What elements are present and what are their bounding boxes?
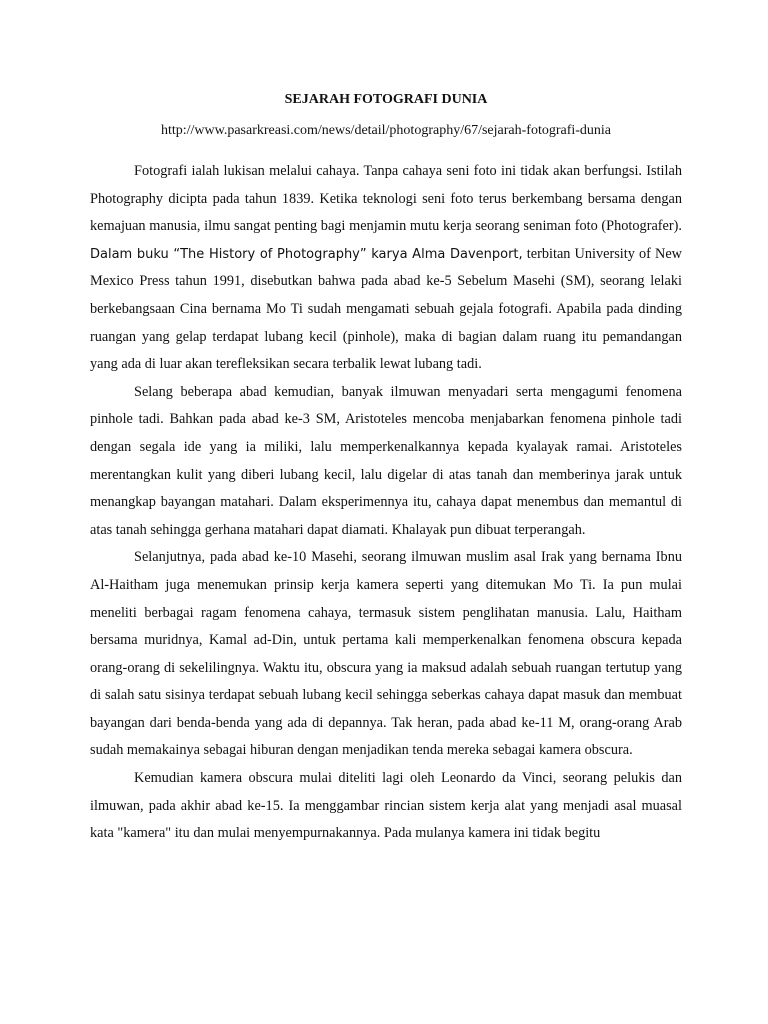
paragraph-1-text-b: terbitan University of New Mexico Press tahun 1991, disebutkan bahwa pada abad ke-5 Sebelum Masehi (SM), seorang lelaki berkebangsaan Cina bernama Mo Ti sudah mengamati sebuah gejala fotografi. Apabila pada dinding ruangan yang gelap terdapat lubang kecil (pinhole), maka di bagian dalam ruang itu pemandangan yang ada di luar akan terefleksikan secara terbalik lewat lubang tadi. bbox=[90, 245, 682, 373]
paragraph-1-text-a: Fotografi ialah lukisan melalui cahaya. Tanpa cahaya seni foto ini tidak akan berfungsi. Istilah Photography dicipta pada tahun 1839. Ketika teknologi seni foto terus berkembang bersama dengan kemajuan manusia, ilmu sangat penting bagi menjamin mutu kerja seorang seniman foto (Photografer). bbox=[90, 163, 682, 235]
document-page bbox=[90, 88, 682, 848]
paragraph-1 bbox=[90, 158, 682, 379]
paragraph-1-book-reference: Dalam buku “The History of Photography” karya Alma Davenport, bbox=[90, 246, 523, 262]
source-url: http://www.pasarkreasi.com/news/detail/photography/67/sejarah-fotografi-dunia bbox=[160, 123, 612, 138]
paragraph-2: Selang beberapa abad kemudian, banyak ilmuwan menyadari serta mengagumi fenomena pinhole tadi. Bahkan pada abad ke-3 SM, Aristoteles mencoba menjabarkan fenomena pinhole tadi dengan segala ide yang ia miliki, lalu memperkenalkannya kepada kyalayak ramai. Aristoteles merentangkan kulit yang diberi lubang kecil, lalu digelar di atas tanah dan memberinya jarak untuk menangkap bayangan matahari. Dalam eksperimennya itu, cahaya dapat menembus dan memantul di atas tanah sehingga gerhana matahari dapat diamati. Khalayak pun dibuat terperangah. bbox=[90, 383, 682, 538]
document-title: SEJARAH FOTOGRAFI DUNIA bbox=[284, 92, 488, 107]
paragraph-4: Kemudian kamera obscura mulai diteliti lagi oleh Leonardo da Vinci, seorang pelukis dan ilmuwan, pada akhir abad ke-15. Ia menggambar rincian sistem kerja alat yang menjadi asal muasal kata "kamera" itu dan mulai menyempurnakannya. Pada mulanya kamera ini tidak begitu bbox=[90, 770, 682, 842]
paragraph-3: Selanjutnya, pada abad ke-10 Masehi, seorang ilmuwan muslim asal Irak yang bernama Ibnu Al-Haitham juga menemukan prinsip kerja kamera seperti yang ditemukan Mo Ti. Ia pun mulai meneliti berbagai ragam fenomena cahaya, termasuk sistem penglihatan manusia. Lalu, Haitham bersama muridnya, Kamal ad-Din, untuk pertama kali memperkenalkan fenomena obscura kepada orang-orang di sekelilingnya. Waktu itu, obscura yang ia maksud adalah sebuah ruangan tertutup yang di salah satu sisinya terdapat sebuah lubang kecil sehingga seberkas cahaya dapat masuk dan membuat bayangan dari benda-benda yang ada di depannya. Tak heran, pada abad ke-11 M, orang-orang Arab sudah memakainya sebagai hiburan dengan menjadikan tenda mereka sebagai kamera obscura. bbox=[90, 549, 682, 759]
